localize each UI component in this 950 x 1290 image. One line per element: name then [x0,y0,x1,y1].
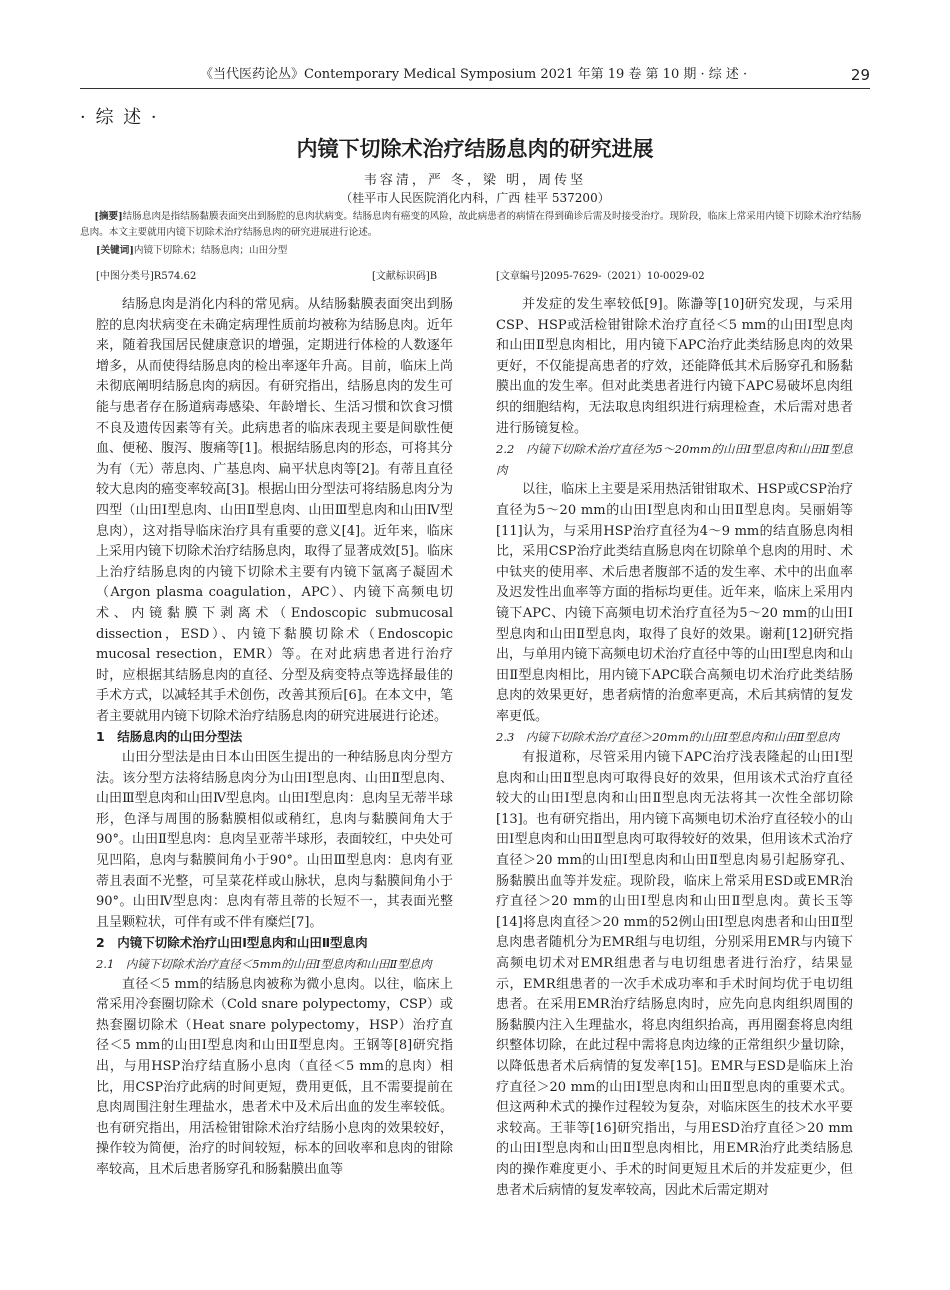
journal-running-title: 《当代医药论丛》Contemporary Medical Symposium 2021 年第 19 卷 第 10 期 · 综 述 · [200,67,748,82]
article-title: 内镜下切除术治疗结肠息肉的研究进展 [296,137,654,161]
paragraph: 山田分型法是由日本山田医生提出的一种结肠息肉分型方法。该分型方法将结肠息肉分为山田Ⅰ型息肉、山田Ⅱ型息肉、山田Ⅲ型息肉和山田Ⅳ型息肉。山田Ⅰ型息肉：息肉呈无蒂半球形，色泽与周围的肠黏膜相似或稍红，息肉与黏膜间角大于90°。山田Ⅱ型息肉：息肉呈亚蒂半球形，表面较红，中央处可见凹陷，息肉与黏膜间角小于90°。山田Ⅲ型息肉：息肉有亚蒂且表面不光整，可呈菜花样或山脉状，息肉与黏膜间角小于90°。山田Ⅳ型息肉：息肉有蒂且蒂的长短不一，其表面光整且呈颗粒状，可伴有或不伴有糜烂[7]。 [96,750,453,930]
subsection-heading: 2.2 内镜下切除术治疗直径为5～20mm的山田Ⅰ型息肉和山田Ⅱ型息肉 [496,442,853,477]
paragraph: 以往，临床上主要是采用热活钳钳取术、HSP或CSP治疗直径为5～20 mm的山田Ⅰ型息肉和山田Ⅱ型息肉。吴丽娟等[11]认为，与采用HSP治疗直径为4～9 mm的结直肠息肉相比，采用CSP治疗此类结直肠息肉在切除单个息肉的用时、术中钛夹的使用率、术后患者腹部不适的发生率、术中的出血率及迟发性出血率等方面的指标均更佳。近年来，临床上采用内镜下APC、内镜下高频电切术治疗直径为5～20 mm的山田Ⅰ型息肉和山田Ⅱ型息肉，取得了良好的效果。谢莉[12]研究指出，与单用内镜下高频电切术治疗直径中等的山田Ⅰ型息肉和山田Ⅱ型息肉相比，用内镜下APC联合高频电切术治疗此类结肠息肉的效果更好，患者病情的治愈率更高，术后其病情的复发率更低。 [496,482,853,724]
clc-number: [中图分类号]R574.62 [96,271,197,282]
paragraph: 直径＜5 mm的结肠息肉被称为微小息肉。以往，临床上常采用冷套圈切除术（Cold snare polypectomy，CSP）或热套圈切除术（Heat snare polypectomy，HSP）治疗直径＜5 mm的山田Ⅰ型息肉和山田Ⅱ型息肉。王钢等[8]研究指出，与用HSP治疗结直肠小息肉（直径＜5 mm的息肉）相比，用CSP治疗此病的时间更短，费用更低，且不需要提前在息肉周围注射生理盐水，患者术中及术后出血的发生率较低。也有研究指出，用活检钳钳除术治疗结肠小息肉的效果较好，操作较为简便，治疗的时间较短，标本的回收率和息肉的钳除率较高，且术后患者肠穿孔和肠黏膜出血等 [96,976,453,1177]
subsection-heading: 2.1 内镜下切除术治疗直径＜5mm的山田Ⅰ型息肉和山田Ⅱ型息肉 [96,957,432,971]
keywords-text: 内镜下切除术；结肠息肉；山田分型 [133,245,288,256]
running-header [80,62,870,89]
right-column [496,295,853,1201]
page-number: 29 [850,66,870,84]
document-code: [文献标识码]B [372,271,438,282]
abstract-label: [摘要] [94,211,123,222]
affiliation: （桂平市人民医院消化内科，广西 桂平 537200） [340,191,610,205]
left-column [96,295,453,1181]
subsection-heading: 2.3 内镜下切除术治疗直径＞20mm的山田Ⅰ型息肉和山田Ⅱ型息肉 [496,730,840,745]
article-number: [文章编号]2095-7629-（2021）10-0029-02 [496,271,705,282]
abstract [80,209,870,241]
keywords [96,243,870,259]
section-heading: 1 结肠息肉的山田分型法 [96,729,243,745]
section-heading: 2 内镜下切除术治疗山田Ⅰ型息肉和山田Ⅱ型息肉 [96,935,368,951]
section-label: · 综 述 · [80,107,159,128]
paragraph: 并发症的发生率较低[9]。陈瀞等[10]研究发现，与采用CSP、HSP或活检钳钳除术治疗直径＜5 mm的山田Ⅰ型息肉和山田Ⅱ型息肉相比，用内镜下APC治疗此类结肠息肉的效果更好，不仅能提高患者的疗效，还能降低其术后肠穿孔和肠黏膜出血的发生率。但对此类患者进行内镜下APC易破坏息肉组织的细胞结构，无法取息肉组织进行病理检查，术后需对患者进行肠镜复检。 [496,297,853,436]
keywords-label: [关键词] [96,245,134,256]
abstract-text: 结肠息肉是指结肠黏膜表面突出到肠腔的息肉状病变。结肠息肉有癌变的风险，故此病患者的病情在得到确诊后需及时接受治疗。现阶段，临床上常采用内镜下切除术治疗结肠息肉。本文主要就用内镜下切除术治疗结肠息肉的研究进展进行论述。 [80,211,862,238]
paragraph: 有报道称，尽管采用内镜下APC治疗浅表隆起的山田Ⅰ型息肉和山田Ⅱ型息肉可取得良好的效果，但用该术式治疗直径较大的山田Ⅰ型息肉和山田Ⅱ型息肉无法将其一次性全部切除[13]。也有研究指出，用内镜下高频电切术治疗直径较小的山田Ⅰ型息肉和山田Ⅱ型息肉可取得较好的效果，但用该术式治疗直径＞20 mm的山田Ⅰ型息肉和山田Ⅱ型息肉易引起肠穿孔、肠黏膜出血等并发症。现阶段，临床上常采用ESD或EMR治疗直径＞20 mm的山田Ⅰ型息肉和山田Ⅱ型息肉。黄长玉等[14]将息肉直径＞20 mm的52例山田Ⅰ型息肉患者和山田Ⅱ型息肉患者随机分为EMR组与电切组，分别采用EMR与内镜下高频电切术对EMR组患者与电切组患者进行治疗，结果显示，EMR组患者的一次手术成功率和手术时间均优于电切组患者。在采用EMR治疗结肠息肉时，应先向息肉组织周围的肠黏膜内注入生理盐水，将息肉组织抬高，再用圈套将息肉组织整体切除，在此过程中需将息肉边缘的正常组织少量切除，以降低患者术后病情的复发率[15]。EMR与ESD是临床上治疗直径＞20 mm的山田Ⅰ型息肉和山田Ⅱ型息肉的重要术式。但这两种术式的操作过程较为复杂，对临床医生的技术水平要求较高。王菲等[16]研究指出，与用ESD治疗直径＞20 mm的山田Ⅰ型息肉和山田Ⅱ型息肉相比，用EMR治疗此类结肠息肉的操作难度更小、手术的时间更短且术后的并发症更少，但患者术后病情的复发率较高，因此术后需定期对 [496,750,853,1198]
authors: 韦容清，严 冬，梁 明，周传坚 [363,173,587,188]
paragraph: 结肠息肉是消化内科的常见病。从结肠黏膜表面突出到肠腔的息肉状病变在未确定病理性质前均被称为结肠息肉。近年来，随着我国居民健康意识的增强，定期进行体检的人数逐年增多，从而使得结肠息肉的检出率逐年升高。目前，临床上尚未彻底阐明结肠息肉的病因。有研究指出，结肠息肉的发生可能与患者存在肠道病毒感染、年龄增长、生活习惯和饮食习惯不良及遗传因素等有关。此病患者的临床表现主要是间歇性便血、便秘、腹泻、腹痛等[1]。根据结肠息肉的形态，可将其分为有（无）蒂息肉、广基息肉、扁平状息肉等[2]。有蒂且直径较大息肉的癌变率较高[3]。根据山田分型法可将结肠息肉分为四型（山田Ⅰ型息肉、山田Ⅱ型息肉、山田Ⅲ型息肉和山田Ⅳ型息肉），这对指导临床治疗具有重要的意义[4]。近年来，临床上采用内镜下切除术治疗结肠息肉，取得了显著成效[5]。临床上治疗结肠息肉的内镜下切除术主要有内镜下氩离子凝固术（Argon plasma coagulation，APC）、内镜下高频电切术、内镜黏膜下剥离术（Endoscopic submucosal dissection，ESD）、内镜下黏膜切除术（Endoscopic mucosal resection，EMR）等。在对此病患者进行治疗时，应根据其结肠息肉的直径、分型及病变特点等选择最佳的手术方式，以减轻其手术创伤，改善其预后[6]。在本文中，笔者主要就用内镜下切除术治疗结肠息肉的研究进展进行论述。 [96,297,453,724]
